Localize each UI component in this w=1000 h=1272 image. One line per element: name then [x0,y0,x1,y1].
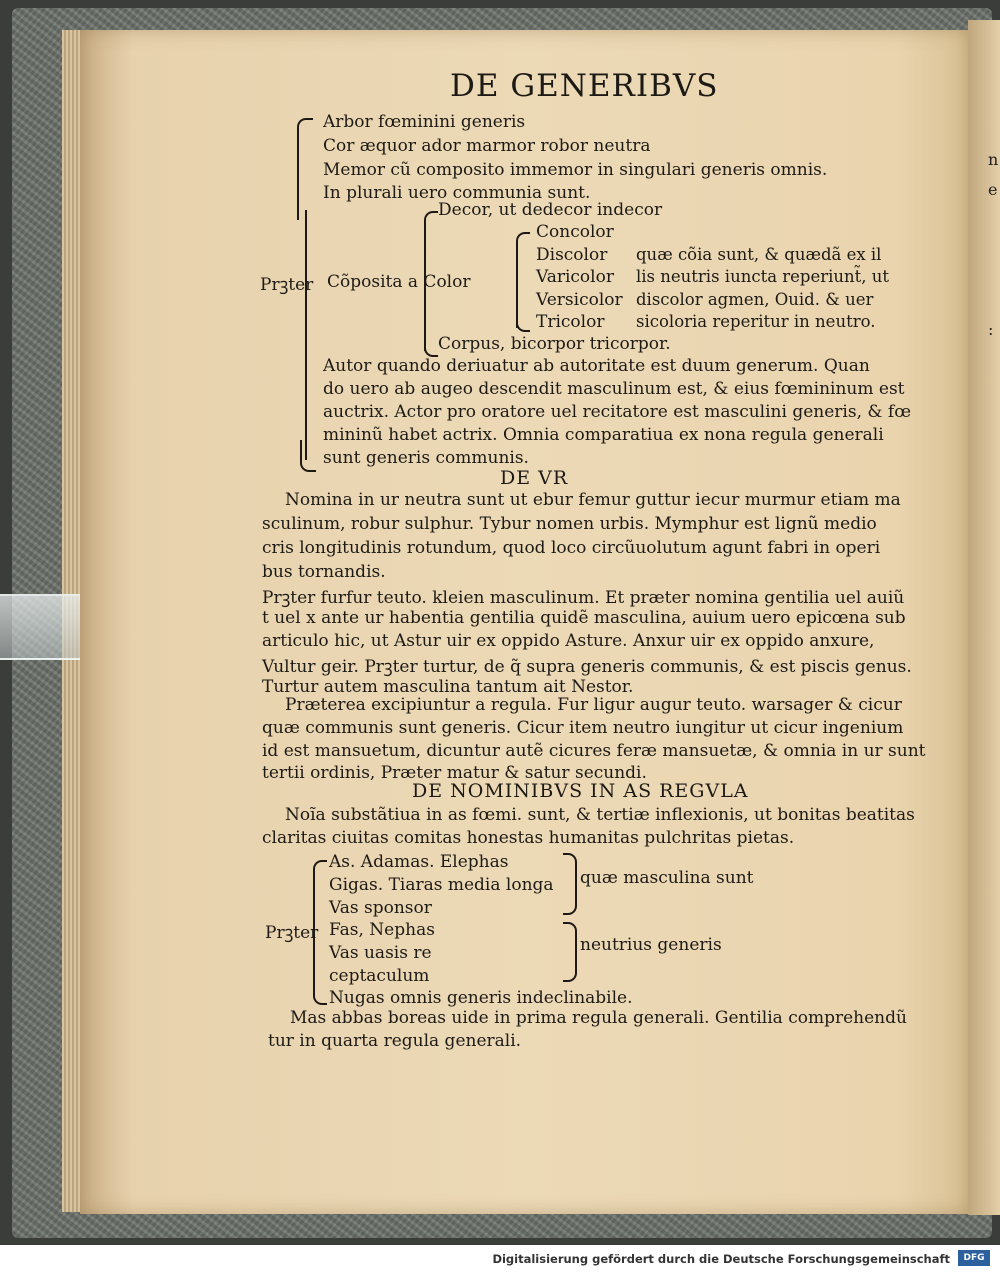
text-line: lis neutris iuncta reperiunt̃, ut [636,267,890,286]
text-line: Memor cũ composito immemor in singulari generis omnis. [323,160,828,180]
preter-label: Prꝫter [265,923,319,943]
text-line: Vas uasis re [329,943,432,963]
color-word: Concolor [536,222,614,242]
text-line: Decor, ut dedecor indecor [438,200,663,220]
text-line: t uel x ante ur habentia gentilia quidẽ masculina, auium uero epicœna sub [262,608,906,628]
text-line: Autor quando deriuatur ab autoritate est duum generum. Quan [323,356,870,376]
color-word: Discolor [536,245,608,265]
text-line: sicoloria reperitur in neutro. [636,312,876,331]
text-line: mininũ habet actrix. Omnia comparatiua ex nona regula generali [323,425,884,445]
text-line: Nugas omnis generis indeclinabile. [329,988,633,1008]
text-line: quæ communis sunt generis. Cicur item neutro iungitur ut cicur ingenium [262,718,904,738]
brace-left [516,306,530,332]
brace-left [313,860,327,982]
text-line: articulo hic, ut Astur uir ex oppido Asture. Anxur uir ex oppido anxure, [262,631,875,651]
text-line: Corpus, bicorpor tricorpor. [438,334,671,354]
text-line: Vas sponsor [329,898,432,918]
brace-left [300,440,316,472]
text-line: id est mansuetum, dicuntur autẽ cicures feræ mansuetæ, & omnia in ur sunt [262,741,926,761]
text-line: tertii ordinis, Præter matur & satur secundi. [262,763,647,783]
text-line: bus tornandis. [262,562,386,582]
text-line: ceptaculum [329,966,430,986]
text-line: Præterea excipiuntur a regula. Fur ligur augur teuto. warsager & cicur [285,695,902,715]
text-line: auctrix. Actor pro oratore uel recitatore est masculini generis, & fœ [323,402,912,422]
page-title: DE GENERIBVS [450,68,719,104]
text-line: In plurali uero communia sunt. [323,183,591,203]
bracket-note: neutrius generis [580,935,722,955]
brace-right [563,853,577,915]
preter-label: Prꝫter [260,275,314,295]
text-line: Arbor fœminini generis [323,112,526,132]
text-line: Turtur autem masculina tantum ait Nestor. [262,677,634,697]
text-line: sunt generis communis. [323,448,529,468]
text-line: Cor æquor ador marmor robor neutra [323,136,651,156]
text-line: Nomina in ur neutra sunt ut ebur femur guttur iecur murmur etiam ma [285,490,901,510]
text-line: As. Adamas. Elephas [329,852,509,872]
brace-left [305,210,315,460]
text-line: Gigas. Tiaras media longa [329,875,554,895]
section-heading: DE NOMINIBVS IN AS REGVLA [412,780,749,802]
text-line: sculinum, robur sulphur. Tybur nomen urbis. Mymphur est lignũ medio [262,514,877,534]
color-word: Varicolor [536,267,614,287]
funding-credit: Digitalisierung gefördert durch die Deutsche Forschungsgemeinschaft [492,1252,950,1266]
text-line: discolor agmen, Ouid. & uer [636,290,874,309]
text-line: claritas ciuitas comitas honestas humanitas pulchritas pietas. [262,828,795,848]
brace-left [297,118,313,220]
text-line: Noĩa substãtiua in as fœmi. sunt, & tertiæ inflexionis, ut bonitas beatitas [285,805,915,825]
color-word: Tricolor [536,312,605,332]
text-line: Prꝫter furfur teuto. kleien masculinum. Et præter nomina gentilia uel auiũ [262,588,905,608]
text-line: Vultur geir. Prꝫter turtur, de q̃ supra generis communis, & est piscis genus. [262,657,912,677]
text-line: Mas abbas boreas uide in prima regula generali. Gentilia comprehendũ [290,1008,907,1028]
text-line: do uero ab augeo descendit masculinum est, & eius fœmininum est [323,379,905,399]
bracket-note: quæ masculina sunt [580,868,754,888]
facing-page-fragment: : [988,320,994,339]
facing-page-fragment: e [988,180,998,199]
text-line: tur in quarta regula generali. [268,1031,522,1051]
composita-label: Cõposita a Color [327,272,471,292]
dfg-logo: DFG [958,1250,990,1266]
facing-page-edge [968,20,1000,1215]
text-line: cris longitudinis rotundum, quod loco circũuolutum agunt fabri in operi [262,538,881,558]
footer-bar [0,1245,1000,1272]
facing-page-fragment: n [988,150,999,169]
text-line: Fas, Nephas [329,920,435,940]
color-word: Versicolor [536,290,623,310]
brace-right [563,922,577,982]
brace-left [313,975,327,1005]
brace-left [424,330,438,357]
section-heading: DE VR [500,467,569,489]
text-line: quæ cõia sunt, & quædã ex il [636,245,882,264]
